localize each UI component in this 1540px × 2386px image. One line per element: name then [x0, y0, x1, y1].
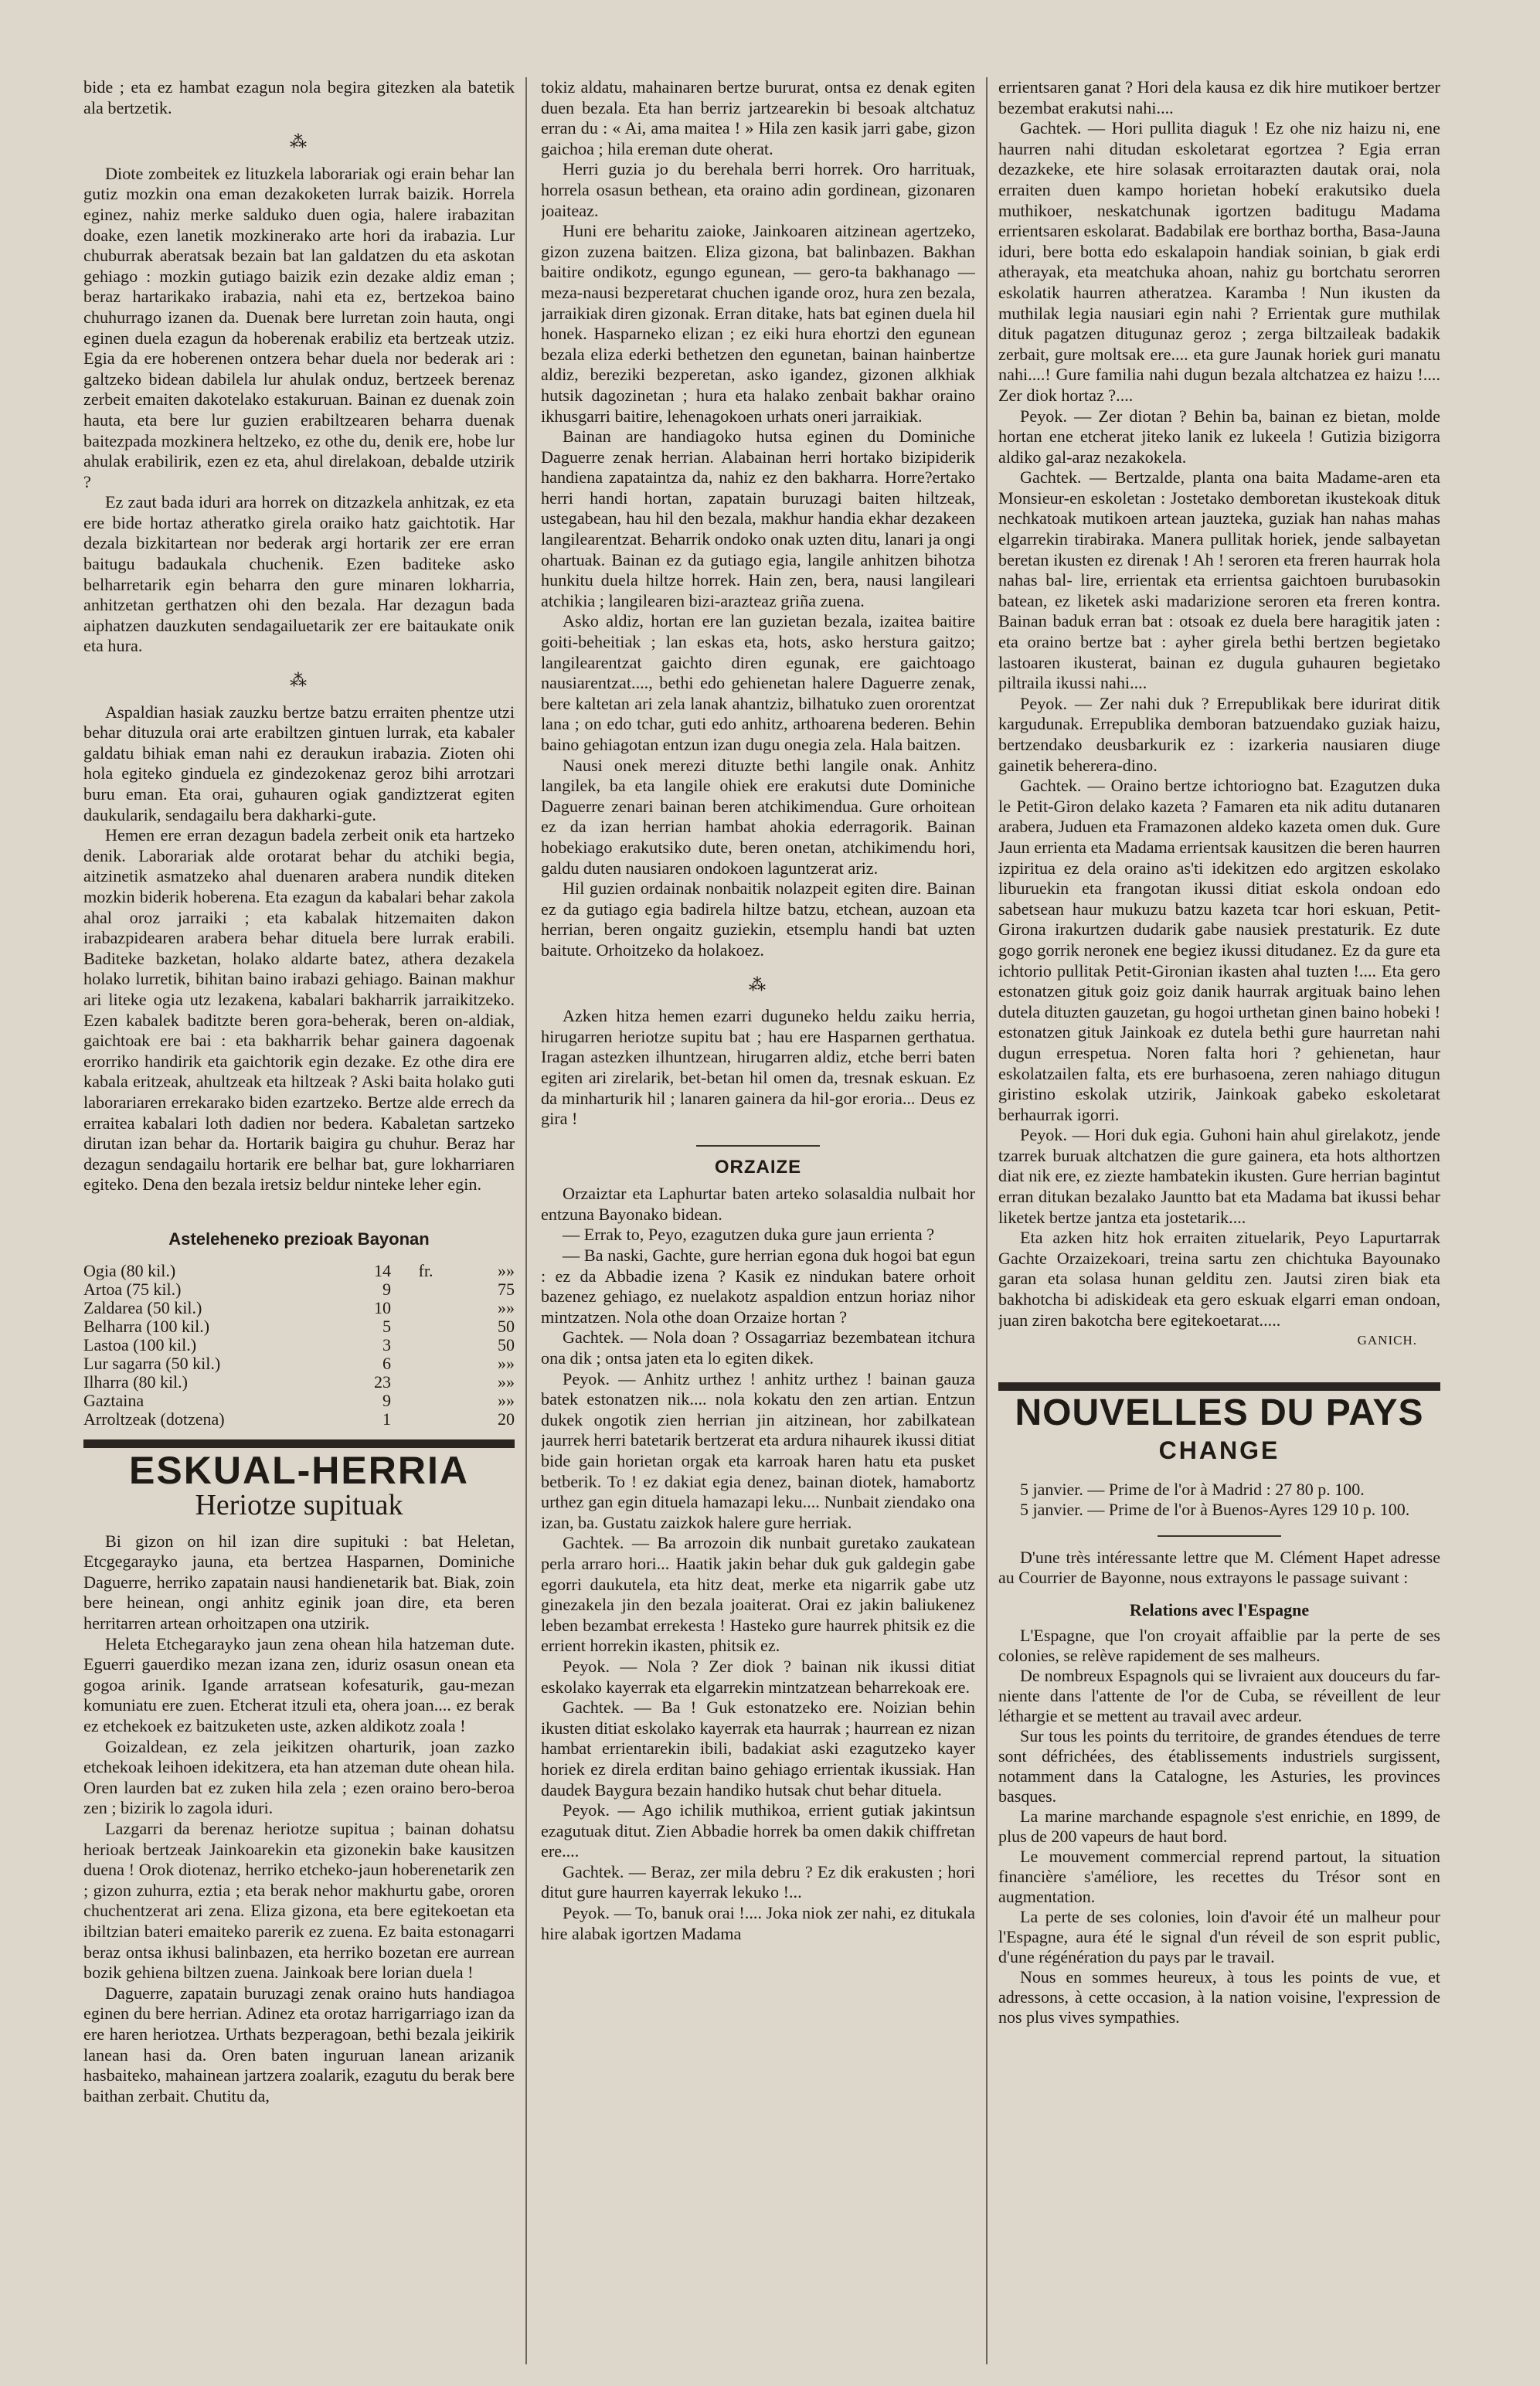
article-text: La perte de ses colonies, loin d'avoir été un malheur pour l'Espagne, aura été le signal d'un réveil de son esprit public, d'une régénération du pays par le travail.	[998, 1906, 1440, 1966]
section-masthead: ESKUAL-HERRIA	[129, 1449, 469, 1493]
asterism-divider: ⁂	[290, 132, 308, 152]
dialogue-line: Peyok. — Nola ? Zer diok ? bainan nik ikussi ditiat eskolako kayerrak eta elgarrekin mintzatzean beharrekoak ere.	[541, 1656, 975, 1697]
article-text: Bainan are handiagoko hutsa eginen du Dominiche Daguerre zenak herrian. Alabainan herri hortako bizipiderik handiena zapataintza da, nahiz ez den bakharra. Horre?ertako herri handi hortan, zapatain buruzagi baiten hiltzeak, ustegabean, hau hil den bezala, makhur handia ekhar dezakeen langilearentzat. Beharrik ondoko onak uzten ditu, lanari ja ongi ohartuak. Bainan ez da gutiago egia, langile anhitzen bihotza hunkitu duela hiltze horrek. Hain zen, bera, nausi langileari atchikia ; langilearen bizi-arazteaz griña zuena.	[541, 427, 975, 610]
price-cell-c: »»	[498, 1372, 515, 1392]
column-1	[83, 77, 515, 2364]
article-text: Asko aldiz, hortan ere lan guzietan bezala, izaitea baitire goiti-beheitiak ; lan eskas eta, hots, asko herstura gaitzo; langilearentzat gaichto diren egunak, ere gaichtoago nausiarentzat...., bethi edo gehienetan halere Daguerre zenak, bere kaltetan ari zela lanak ahantziz, bilhatuko zuen ororentzat lana ; on edo tchar, guti edo anhitz, arthoarena bederen. Behin baino gehiagotan entzun izan dugu onegia zela. Hala baitzen.	[541, 611, 975, 754]
price-cell-a: 23	[374, 1372, 391, 1392]
column-divider	[525, 77, 527, 2364]
dialogue-line: Peyok. — Anhitz urthez ! anhitz urthez ! bainan gauza batek estonatzen nik.... nola kokatu den zen artian. Entzun dukek ongotik zien herrian jin aitzinean, hor zabilkatean jaurrek herri batetarik bertzerat eta ardura nihaurek ikussi ditiat bide gain horietan orgak eta karroak haren hatu eta pusket betberik. To ! ez dakiat egia denez, bainan diotek, hamabortz urthez gan egin dituela hamazapi leku.... Nunbait ziendako ona izan, ba. Gustatu zaizkok halere gure herriak.	[541, 1368, 975, 1532]
article-text: Goizaldean, ez zela jeikitzen oharturik, joan zazko etchekoak leihoen idekitzera, eta han atzeman dute ohean hila. Oren laurden bat ez zuken hila zela ; ezen oraino bero-beroa zen ; bizirik lo zagola iduri.	[83, 1736, 515, 1818]
article-text: Hemen ere erran dezagun badela zerbeit onik eta hartzeko denik. Laborariak alde orotarat behar du atchiki begia, aitzinetik asmatzeko ahal duenaren arabera nundik diteken mozkin biderik hoberena. Eta ezagun da kabalari behar zakola ahal oroz jarraiki ; eta kabalak hitzemaiten dakon irabazpidearen arabera behar dituela bere lurrak erabili. Baditeke bazketan, holako aldarte batez, athera dezakela holako lurretik, bihitan baino irabazi gehiago. Bainan makhur ari liteke ogia utz lezakena, kabalari bakharrik jarraikitzeko. Ezen kabalek baditzte beren gora-beherak, beren on-aldiak, gaichtoak ere bai : eta bakharrik behar gainera dagoenak erorriko handirik eta gaichtorik egin dezake. Ez othe dira ere kabala eritzeak, ahultzeak eta hiltzeak ? Aski baita holako guti laborariaren errekarako biden ezartzeko. Bertze alde errech da erraitea kabalari loth dadien nor bedera. Kabaletan sartzeko dirutan izan behar da. Hortarik baigira gu chuhur. Beraz har dezagun sendagailu hortarik ere belhar bat, gure lokharriaren egiteko. Dena den bezala iretsiz beldur ninteke leher egin.	[83, 825, 515, 1195]
price-cell-c: »»	[498, 1298, 515, 1318]
article-text: L'Espagne, que l'on croyait affaiblie par la perte de ses colonies, se relève rapidement de ses malheurs.	[998, 1625, 1440, 1665]
article-text: Huni ere beharitu zaioke, Jainkoaren aitzinean agertzeko, gizon zuzena baitzen. Eliza gizona, bat balinbazen. Bakhan baitire ondikotz, egungo egunean, — gero-ta bakhanago — meza-nausi bezperetarat chuchen igande oroz, hura zen bezala, jarraikiak diren gizonak. Erran ditake, hats bat eginen duela hil honek. Hasparneko elizan ; ez eiki hura ehortzi den egunean bezala eliza ederki bethetzen den egunetan, bainan hainbertze aldiz, bereziki bezperetan, asko igandez, gizonen alkhiak hutsik dagozinetan ; hura eta halako zenbait bakhar oraino ikhusgarri baitire, lehenagokoen urhats oneri jarraikiak.	[541, 221, 975, 426]
article-text: tokiz aldatu, mahainaren bertze bururat, ontsa ez denak egiten duen bezala. Eta han berriz jartzearekin bi besoak altchatuz erran du : « Ai, ama maitea ! » Hila zen kasik jarri gabe, gizon gaichoa ; hila ereman dute oherat.	[541, 77, 975, 158]
price-row	[83, 1354, 515, 1373]
price-cell-item: Artoa (75 kil.)	[83, 1280, 182, 1300]
price-row	[83, 1317, 515, 1336]
article-text: Daguerre, zapatain buruzagi zenak oraino huts handiagoa eginen du bere herrian. Adinez eta orotaz harrigarriago izan da ere haren heriotzea. Urthats bezperagoan, bethi bezala jeikirik lanean hasi da. Oren baten inguruan lanean arizanik hasbaiteko, mahainean jartzera zoalarik, ezagutu du berak bere baithan zerbait. Chutitu da,	[83, 1983, 515, 2106]
price-cell-a: 9	[382, 1391, 391, 1411]
article-text: De nombreux Espagnols qui se livraient aux douceurs du far-niente dans l'attente de l'or de Cuba, se réveillent de leur léthargie et se mettent au travail avec ardeur.	[998, 1665, 1440, 1725]
article-text: Nausi onek merezi dituzte bethi langile onak. Anhitz langilek, ba eta langile ohiek ere erakutsi dute Dominiche Daguerre zenari bainan beren atchikimendua. Gure orhoitean ez da izan herrian hambat ahokia ederragorik. Bainan hobekiago erakutsiko dute, beren onetan, atchikimendu hori, galdu duten nausiaren ondokoen laguntzerat ariz.	[541, 755, 975, 878]
price-row	[83, 1336, 515, 1354]
column-3	[998, 77, 1440, 2364]
article-text: La marine marchande espagnole s'est enrichie, en 1899, de plus de 200 vapeurs de haut bord.	[998, 1806, 1440, 1846]
section-title: ORZAIZE	[714, 1156, 802, 1178]
column-divider	[986, 77, 988, 2364]
price-cell-c: 20	[498, 1409, 515, 1429]
price-cell-item: Zaldarea (50 kil.)	[83, 1298, 202, 1318]
price-cell-item: Ogia (80 kil.)	[83, 1261, 176, 1281]
price-row	[83, 1410, 515, 1429]
article-text: Hil guzien ordainak nonbaitik nolazpeit egiten dire. Bainan ez da gutiago egia badirela hiltze batzu, etchean, auzoan eta herrian, beren ongaitz guziekin, etsemplu handi bat uzten baitute. Orhoitzeko da holakoez.	[541, 879, 975, 960]
article-text: Sur tous les points du territoire, de grandes étendues de terre sont défrichées, des établissements industriels surgissent, notamment dans la Catalogne, les Asturies, les provinces basques.	[998, 1725, 1440, 1806]
price-cell-b	[391, 1317, 461, 1336]
article-text: Bi gizon on hil izan dire supituki : bat Heletan, Etcgegarayko jauna, eta bertzea Hasparnen, Dominiche Daguerre, herriko zapatain nausi handienetarik bat. Biak, zoin bere heinean, ongi anhitz eginik joan dire, eta beren herritarren artean orhoitzapen ona utzirik.	[83, 1531, 515, 1633]
article-headline: Relations avec l'Espagne	[1129, 1600, 1310, 1620]
section-bar	[83, 1439, 515, 1448]
article-text: Heleta Etchegarayko jaun zena ohean hila hatzeman dute. Eguerri gauerdiko mezan izana zen, iduriz osasun onean eta gogoa arinik. Igande arratsean kofesaturik, gau-mezan komuniatu ere zuen. Etcherat itzuli eta, ohera joan.... ez berak ez etchekoek ez baitzuketen uste, azken aldikotz zoala !	[83, 1633, 515, 1735]
article-text: Orzaiztar eta Laphurtar baten arteko solasaldia nulbait hor entzuna Bayonako bidean.	[541, 1184, 975, 1224]
asterism-divider: ⁂	[749, 974, 767, 994]
dialogue-line: Peyok. — Ago ichilik muthikoa, errient gutiak jakintsun ezagutuak ditut. Zien Abbadie horrek ba omen dakik chiffretan ere....	[541, 1800, 975, 1861]
divider-rule	[696, 1145, 820, 1147]
price-cell-item: Belharra (100 kil.)	[83, 1317, 210, 1337]
article-headline: Heriotze supituak	[195, 1489, 403, 1522]
section-bar	[998, 1382, 1440, 1391]
article-text: D'une très intéressante lettre que M. Clément Hapet adresse au Courrier de Bayonne, nous extrayons le passage suivant :	[998, 1548, 1440, 1587]
price-cell-item: Arroltzeak (dotzena)	[83, 1409, 225, 1429]
dialogue-line: Gachtek. — Nola doan ? Ossagarriaz bezembatean itchura ona dik ; ontsa jaten eta lo egiten dikek.	[541, 1327, 975, 1368]
asterism-divider: ⁂	[290, 671, 308, 691]
dialogue-line: Gachtek. — Hori pullita diaguk ! Ez ohe niz haizu ni, ene haurren nahi ditudan eskoletarat egortzea ? Egia erran dezazkeke, ete hire solasak erroitarazten dautak orai, nola erraiten duen kampo horietan hobekí erakutsiko duela muthikoer, neskatchunak igortzen baditugu Madama errientsaren eskolarat. Badabilak ere borthaz bortha, Basa-Jauna iduri, bere botta edo eskalapoin handiak soinian, b giak erdi atherayak, eta meatchuka ahoan, nahiz gu bortchatu serorren eskolatik haurren atheratzea. Karamba ! Nun ikusten da muthilak legia nausiari egin nahi ? Errientak gure muthilak dituk pagatzen ditugunaz geroz ; zerga biltzaileak badakik zerbait, gure moltsak ere.... eta gure Jaunak horiek guri manatu nahi....! Gure familia nahi dugun bezala altchatzea ez haizu !.... Zer diok hortaz ?....	[998, 118, 1440, 405]
price-cell-b: fr.	[418, 1261, 433, 1281]
article-text: Azken hitza hemen ezarri duguneko heldu zaiku herria, hirugarren heriotze supitu bat ; hau ere Hasparnen gerthatua. Iragan astezken ilhuntzean, hirugarren aldiz, etche berri baten egiten ari zirelarik, bet-betan hil omen da, tresnak eskuan. Ez da minharturik hil ; lanaren gainera da hil-gor eroria... Deus ez gira !	[541, 1006, 975, 1129]
article-text: Nous en sommes heureux, à tous les points de vue, et adressons, à cette occasion, à la nation voisine, l'expression de nos plus vives sympathies.	[998, 1966, 1440, 2027]
price-cell-c: 75	[498, 1280, 515, 1300]
price-row	[83, 1373, 515, 1392]
exchange-rate-line: 5 janvier. — Prime de l'or à Madrid : 27 80 p. 100.	[1020, 1480, 1365, 1499]
price-cell-a: 9	[382, 1280, 391, 1300]
dialogue-line: Peyok. — Zer nahi duk ? Errepublikak bere idurirat ditik kargudunak. Errepublika demboran batzuendako guziak haizu, bertzendako deusbarkurik ez : izarkeria nausiaren diuge gainetik beherera-dino.	[998, 693, 1440, 775]
dialogue-line: Eta azken hitz hok erraiten zituelarik, Peyo Lapurtarrak Gachte Orzaizekoari, treina sartu zen chichtuka Bayounako garan eta solasa hunan gelditu zen. Jautsi ziren biak eta bakhotcha bi adiskideak eta gero eskuak elgarri eman ondoan, juan ziren bakotcha bere egitekoetarat.....	[998, 1228, 1440, 1330]
article-text: Lazgarri da berenaz heriotze supitua ; bainan dohatsu herioak bertzeak Jainkoarekin eta gizonekin bake kausitzen duena ! Orok diotenaz, herriko etcheko-jaun hoberenetarik zen ; gizon zuhurra, eztia ; eta berak nehor makhurtu gabe, ororen chuchentzerat ari zena. Eliza gizona, eta bere egitekoetan eta ibiltzian bateri emaiteko parerik ez zuena. Ez baita estonagarri beraz ontsa ikhusi balinbazen, eta herriko bozetan ere aurrean bozik gehiena biltzen zuena. Jainkoak bere lorian duela !	[83, 1818, 515, 1983]
price-row	[83, 1280, 515, 1299]
price-cell-a: 14	[374, 1261, 391, 1281]
dialogue-line: errientsaren ganat ? Hori dela kausa ez dik hire mutikoer bertzer bezembat erakutsi nahi....	[998, 77, 1440, 117]
section-masthead: NOUVELLES DU PAYS	[1015, 1392, 1424, 1433]
article-text: Ez zaut bada iduri ara horrek on ditzazkela anhitzak, ez eta ere bide hortaz atheratko girela oraiko hatz gaichtotik. Har dezala bizkitartean nor bederak argi hortarik zer ere erran baitugu badaukala chuchenik. Ezen baditeke asko belharretarik egin beharra den gure minaren lokharria, anhitzetan gerthatzen ohi den bezala. Har dezagun bada aiphatzen dauzkuten sendagailuetarik zer ere baitaukate onik eta hura.	[83, 492, 515, 656]
dialogue-line: Gachtek. — Ba ! Guk estonatzeko ere. Noizian behin ikusten ditiat eskolako kayerrak eta haurrak ; haurrean ez nizan hambat errientarekin ibili, badakiat aski ezagutzeko kayer horiek ez direla erditan baino gehiago errientak ikussiak. Han daudek Baygura bezain handiko hutsak chut behar dituela.	[541, 1698, 975, 1800]
price-cell-b	[391, 1354, 461, 1373]
price-cell-b	[391, 1336, 461, 1354]
price-cell-a: 10	[374, 1298, 391, 1318]
section-title: CHANGE	[1158, 1436, 1280, 1465]
price-cell-a: 6	[382, 1354, 391, 1374]
price-table	[83, 1262, 515, 1429]
price-cell-b	[391, 1299, 461, 1317]
price-cell-c: »»	[498, 1261, 515, 1281]
price-cell-b	[391, 1410, 461, 1429]
dialogue-line: Gachtek. — Beraz, zer mila debru ? Ez dik erakusten ; hori ditut gure haurren kayerrak lekuko !...	[541, 1861, 975, 1902]
price-row	[83, 1299, 515, 1317]
price-cell-b	[391, 1280, 461, 1299]
price-cell-item: Lur sagarra (50 kil.)	[83, 1354, 221, 1374]
price-cell-item: Gaztaina	[83, 1391, 144, 1411]
price-row	[83, 1262, 515, 1280]
price-cell-b	[391, 1373, 461, 1392]
author-signature: GANICH.	[1357, 1333, 1417, 1348]
price-cell-item: Lastoa (100 kil.)	[83, 1335, 197, 1355]
article-text: Herri guzia jo du berehala berri horrek. Oro harrituak, horrela osasun bethean, eta oraino adin gordinean, gizonaren joaiteaz.	[541, 159, 975, 220]
dialogue-line: Gachtek. — Oraino bertze ichtoriogno bat. Ezagutzen duka le Petit-Giron delako kazeta ? Famaren eta nik aditu dutanaren arabera, Juduen eta Framazonen aldeko kazeta omen duk. Gure Jaun errienta eta Madama errientsak kausitzen die beren haurren izpiritua ez dela oraino as'ti idekitzen edo argitzen eskolako liburuekin eta frangotan ikussi ditiat eskola ondoan edo sabetsean haur mukuzu batzu kazeta tcar hori eskuan, Petit-Girona irakurtzen dudarik gabe nausiek prestaturik. Ez dute gogo gorrik neronek ene begiez ikussi ditudanez. Ez da gure eta ichtorio pullitak Petit-Gironian ikasten ahal tuzten !.... Eta gero estonatzen gituk goiz goiz danik haurrak argituak baino lehen dutela dituzten gauzetan, gu hogoi urthetan ginen baino hobeki ! estonatzen gituk Jainkoak ez dutela bethi gure haurretan nahi dugun errespetua. Noren falta hori ? gehienetan, haur eskolatzailen falta, ets ere burhasoena, zeren nahiago ditugun giristino eskolak utzirik, Jainkoak gabeko eskoletarat berhaurrak igorri.	[998, 776, 1440, 1124]
price-cell-c: »»	[498, 1391, 515, 1411]
price-cell-a: 5	[382, 1317, 391, 1337]
price-cell-a: 1	[382, 1409, 391, 1429]
article-text: Le mouvement commercial reprend partout, la situation financière s'améliore, les recettes du Trésor sont en augmentation.	[998, 1846, 1440, 1906]
dialogue-line: Peyok. — Hori duk egia. Guhoni hain ahul girelakotz, jende tzarrek buruak altchatzen die gure gainera, eta hots althortzen diat nik ere, ez ziezte hambatekin ikusten. Gure herrian bagintut erran ditukan bezalako Jauntto bat eta Madama bat ikussi behar liketek bertze jantza eta jostetarik....	[998, 1125, 1440, 1227]
price-row	[83, 1392, 515, 1410]
price-table-title: Asteleheneko prezioak Bayonan	[168, 1229, 430, 1249]
dialogue-line: Peyok. — Zer diotan ? Behin ba, bainan ez bietan, molde hortan ene etcherat jiteko lanik ez lukeela ! Gutizia bizigorra aldiko gal-araz nezakokela.	[998, 406, 1440, 467]
dialogue-line: Gachtek. — Bertzalde, planta ona baita Madame-aren eta Monsieur-en eskoletan : Jostetako demboretan ikustekoak dituk nechkatoak mutikoen artean jauzteka, guziak han nahas mahas elgarrekin tirabiraka. Manera pullitak horiek, jende salbayetan beretan ikusten ez direnak ! Ah ! seroren eta freren haurrak hola nahas bal- lire, errientak eta errientsa gaichtoen burubasokin batean, ez liketek aski madarizione seroren eta freren kontra. Bainan baduk erran bat : otsoak ez duela bere haragitik jaten : eta oraino bertze bat : ayher girela bethi bertzen begietako lastoaren ikusterat, bainan ez dugula guhauren begietako piltraila ikussi nahi....	[998, 467, 1440, 693]
price-cell-b	[391, 1392, 461, 1410]
exchange-rate-line: 5 janvier. — Prime de l'or à Buenos-Ayres 129 10 p. 100.	[1020, 1500, 1410, 1519]
dialogue-line: Peyok. — To, banuk orai !.... Joka niok zer nahi, ez ditukala hire alabak igortzen Madama	[541, 1903, 975, 1943]
divider-rule	[1158, 1535, 1281, 1537]
dialogue-line: — Ba naski, Gachte, gure herrian egona duk hogoi bat egun : ez da Abbadie izena ? Kasik ez nindukan batere orhoit bazenez gehiago, ez nuelakotz aspaldion entzun horiaz nihor mintzatzen. Nola othe doan Orzaize hortan ?	[541, 1246, 975, 1327]
price-cell-c: 50	[498, 1335, 515, 1355]
article-text: bide ; eta ez hambat ezagun nola begira gitezken ala batetik ala bertzetik.	[83, 77, 515, 117]
price-cell-item: Ilharra (80 kil.)	[83, 1372, 188, 1392]
price-cell-a: 3	[382, 1335, 391, 1355]
price-cell-c: 50	[498, 1317, 515, 1337]
dialogue-line: Gachtek. — Ba arrozoin dik nunbait guretako zaukatean perla arraro hori... Haatik jakin behar duk guk galdegin gabe egorri daukutela, eta hitz deat, merke eta nigarrik gabe utz ginezakela jin den bezala joaiterat. Orai ez jakin baliukenez leben bezambat errekesta ! Hasteko gure haurrek phitsik ez die errient horrekin ikasten, phitsik ez.	[541, 1533, 975, 1656]
column-2	[541, 77, 975, 2364]
price-cell-c: »»	[498, 1354, 515, 1374]
article-text: Diote zombeitek ez lituzkela laborariak ogi erain behar lan gutiz mozkin ona eman dezakoketen lurrak baizik. Horrela eginez, nahiz merke salduko duen ogia, halere irabazitan doake, ezen lanetik mozkinerako arte hori da irabazia. Lur chuburrak aberatsak bezain bat lan galdatzen du eta askotan gehiago : mozkin gutiago baizik ezin dezake aldiz eman ; beraz hartarikako irabazia, nahi eta ez, bertzekoa baino chuhurrago izanen da. Duenak bere lurretan zoin hauta, ongi eginen duela ezagun da hoberenak erabiliz eta bertzeak utziz. Egia da ere hoberenen ontzera behar duela nor bederak ari : galtzeko bidean dabilela lur ahulak onduz, bertzeek berenaz zerbeit emaiten dakotelako estakuruan. Bainan ez duenak zoin hauta, eta bere lur guzien erabiltzearen beharra duenak baitezpada mozkinera heltzeko, ez othe du, denik ere, hobe lur ahulak erabilirik, ezen ez eta, ahul direlakoan, debalde utzirik ?	[83, 163, 515, 491]
article-text: Aspaldian hasiak zauzku bertze batzu erraiten phentze utzi behar dituzula orai arte erabiltzen gintuen lurrak, eta kabaler galdatu bihiak eman nahi ez deraukun irabazia. Zioten ohi hola egiteko ginduela ez gindezokenaz geroz bihi arrotzari buru eman. Eta orai, guhauren ogiak gandiztzerat egiten daukularik, sendagailu bera dakharki-gute.	[83, 702, 515, 824]
dialogue-line: — Errak to, Peyo, ezagutzen duka gure jaun errienta ?	[563, 1225, 935, 1245]
